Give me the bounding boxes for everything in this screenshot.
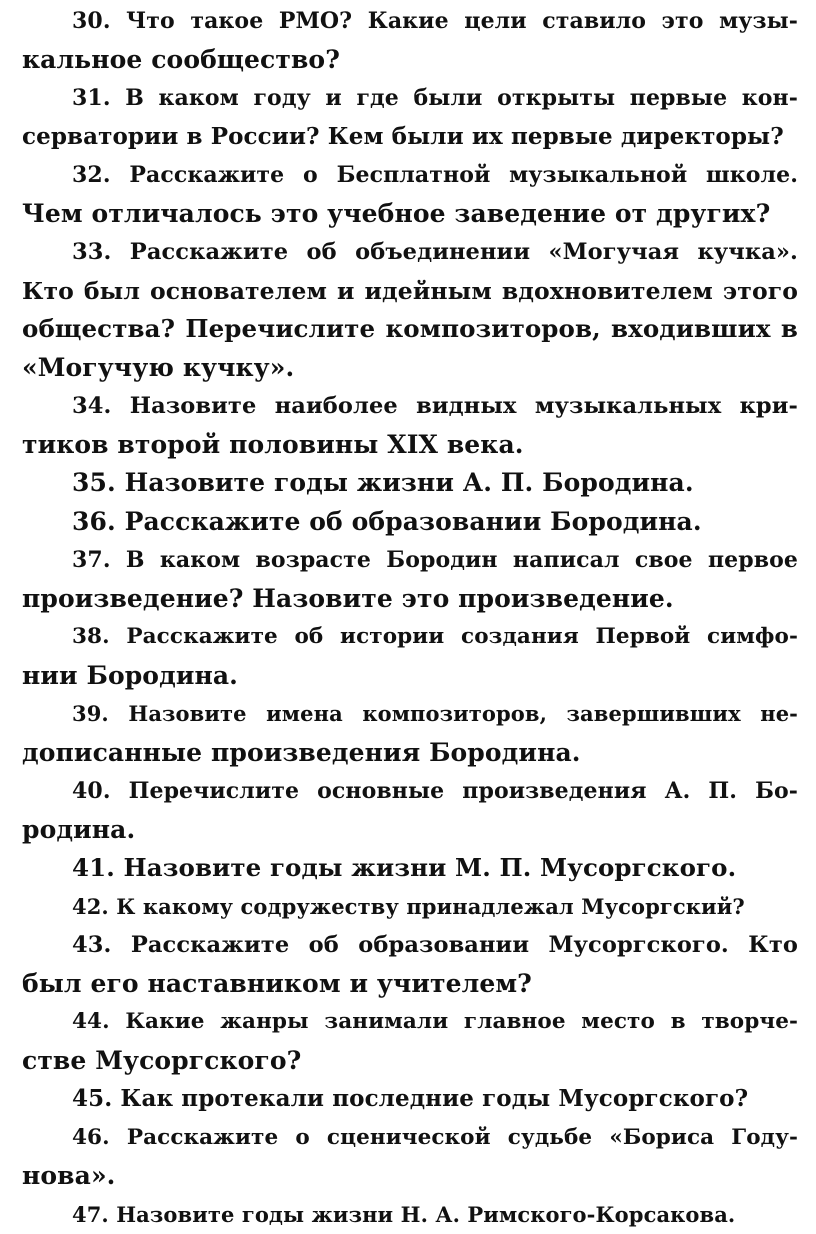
question-31 bbox=[22, 79, 798, 156]
question-42 bbox=[22, 888, 798, 927]
question-35 bbox=[22, 464, 798, 503]
question-line: тиков второй половины XIX века. bbox=[22, 426, 798, 465]
question-36 bbox=[22, 503, 798, 542]
question-line: «Могучую кучку». bbox=[22, 349, 798, 388]
question-line: 41. Назовите годы жизни М. П. Мусоргского. bbox=[22, 849, 798, 888]
question-line: произведение? Назовите это произведение. bbox=[22, 580, 798, 619]
question-32 bbox=[22, 156, 798, 233]
question-line: 39. Назовите имена композиторов, завершивших не- bbox=[22, 695, 798, 734]
question-line: 35. Назовите годы жизни А. П. Бородина. bbox=[22, 464, 798, 503]
question-line: был его наставником и учителем? bbox=[22, 965, 798, 1004]
question-line: 38. Расскажите об истории создания Первой симфо- bbox=[22, 618, 798, 657]
question-line: 37. В каком возрасте Бородин написал свое первое bbox=[22, 541, 798, 580]
question-line: общества? Перечислите композиторов, входивших в bbox=[22, 310, 798, 349]
question-44 bbox=[22, 1003, 798, 1080]
question-line: Чем отличалось это учебное заведение от других? bbox=[22, 195, 798, 234]
question-line: серватории в России? Кем были их первые директоры? bbox=[22, 118, 798, 157]
question-39 bbox=[22, 695, 798, 772]
question-line: нова». bbox=[22, 1157, 798, 1196]
question-30 bbox=[22, 2, 798, 79]
question-40 bbox=[22, 772, 798, 849]
question-line: нии Бородина. bbox=[22, 657, 798, 696]
question-46 bbox=[22, 1119, 798, 1196]
question-line: стве Мусоргского? bbox=[22, 1042, 798, 1081]
question-line: 32. Расскажите о Бесплатной музыкальной школе. bbox=[22, 156, 798, 195]
question-line: родина. bbox=[22, 811, 798, 850]
question-line: 34. Назовите наиболее видных музыкальных кри- bbox=[22, 387, 798, 426]
question-41 bbox=[22, 849, 798, 888]
question-line: 46. Расскажите о сценической судьбе «Бориса Году- bbox=[22, 1119, 798, 1158]
question-line: 33. Расскажите об объединении «Могучая кучка». bbox=[22, 233, 798, 272]
question-line: Кто был основателем и идейным вдохновителем этого bbox=[22, 272, 798, 311]
question-33 bbox=[22, 233, 798, 387]
question-line: 31. В каком году и где были открыты первые кон- bbox=[22, 79, 798, 118]
question-line: 30. Что такое РМО? Какие цели ставило это музы- bbox=[22, 2, 798, 41]
question-line: 44. Какие жанры занимали главное место в творче- bbox=[22, 1003, 798, 1042]
question-37 bbox=[22, 541, 798, 618]
question-34 bbox=[22, 387, 798, 464]
question-line: 36. Расскажите об образовании Бородина. bbox=[22, 503, 798, 542]
question-line: 45. Как протекали последние годы Мусоргского? bbox=[22, 1080, 798, 1119]
question-38 bbox=[22, 618, 798, 695]
question-45 bbox=[22, 1080, 798, 1119]
question-line: 43. Расскажите об образовании Мусоргского. Кто bbox=[22, 926, 798, 965]
question-line: дописанные произведения Бородина. bbox=[22, 734, 798, 773]
question-line: 47. Назовите годы жизни Н. А. Римского-Корсакова. bbox=[22, 1196, 798, 1234]
question-line: 40. Перечислите основные произведения А. П. Бо- bbox=[22, 772, 798, 811]
question-47 bbox=[22, 1196, 798, 1234]
question-43 bbox=[22, 926, 798, 1003]
question-line: кальное сообщество? bbox=[22, 41, 798, 80]
question-line: 42. К какому содружеству принадлежал Мусоргский? bbox=[22, 888, 798, 927]
question-list bbox=[22, 2, 798, 1234]
